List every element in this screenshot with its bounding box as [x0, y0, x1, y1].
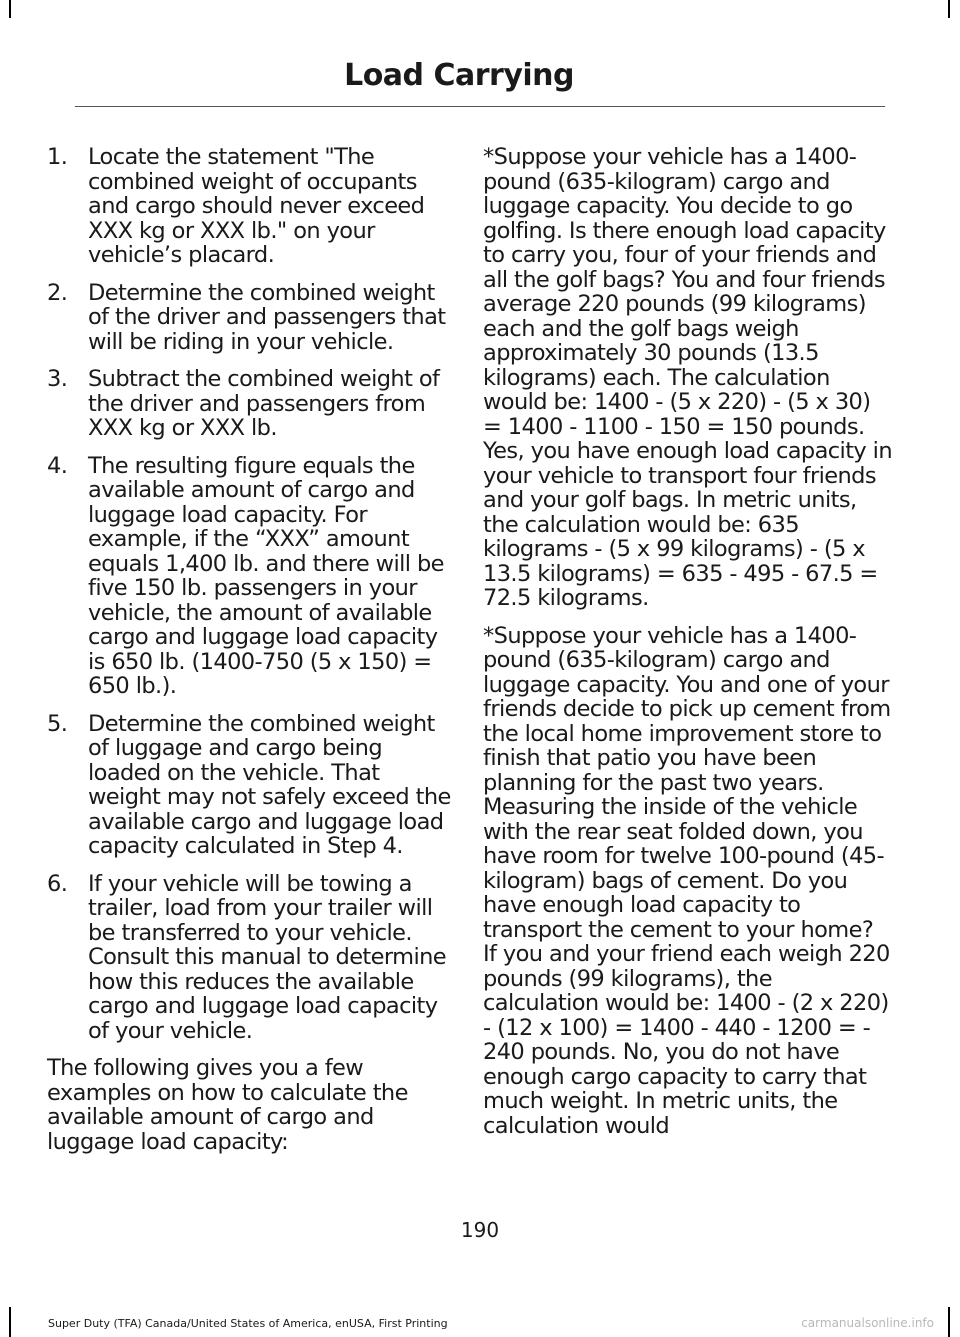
- watermark: carmanualsonline.info: [801, 1316, 934, 1330]
- step-number: 2.: [47, 279, 68, 306]
- crop-mark-top-left: [9, 0, 11, 18]
- step-text: Locate the statement "The combined weight of occupants and cargo should never exceed XXX kg or XXX lb." on your vehicle’s placard.: [88, 144, 425, 268]
- list-item: [47, 145, 455, 268]
- step-text: Determine the combined weight of luggage and cargo being loaded on the vehicle. That weight may not safely exceed the available cargo and luggage load capacity calculated in Step 4.: [88, 710, 451, 859]
- examples-intro-paragraph: The following gives you a few examples on how to calculate the available amount of cargo and luggage load capacity:: [47, 1055, 408, 1155]
- footer-text: Super Duty (TFA) Canada/United States of America, enUSA, First Printing: [48, 1317, 448, 1330]
- list-item: [47, 712, 455, 859]
- crop-mark-bottom-right: [948, 1307, 950, 1337]
- step-number: 5.: [47, 710, 68, 737]
- list-item: [47, 454, 455, 699]
- step-text: Determine the combined weight of the driver and passengers that will be riding in your vehicle.: [88, 279, 446, 355]
- crop-mark-top-right: [948, 0, 950, 18]
- list-item: [47, 367, 455, 441]
- example-golf-paragraph: *Suppose your vehicle has a 1400-pound (635-kilogram) cargo and luggage capacity. You decide to go golfing. Is there enough load capacity to carry you, four of your friends and all the golf bags? You and four friends average 220 pounds (99 kilograms) each and the golf bags weigh approximately 30 pounds (13.5 kilograms) each. The calculation would be: 1400 - (5 x 220) - (5 x 30) = 1400 - 1100 - 150 = 150 pounds. Yes, you have enough load capacity in your vehicle to transport four friends and your golf bags. In metric units, the calculation would be: 635 kilograms - (5 x 99 kilograms) - (5 x 13.5 kilograms) = 635 - 495 - 67.5 = 72.5 kilograms.: [483, 144, 892, 611]
- step-number: 4.: [47, 452, 68, 479]
- right-column: [483, 145, 893, 1151]
- list-item: [47, 872, 455, 1044]
- left-column: [47, 145, 455, 1167]
- step-number: 6.: [47, 870, 68, 897]
- list-item: [47, 281, 455, 355]
- step-text: If your vehicle will be towing a trailer, load from your trailer will be transferred to your vehicle. Consult this manual to determine how this reduces the available cargo and luggage load capacity of your vehicle.: [88, 870, 447, 1044]
- step-text: The resulting figure equals the available amount of cargo and luggage load capacity. For example, if the “XXX” amount equals 1,400 lb. and there will be five 150 lb. passengers in your vehicle, the amount of available cargo and luggage load capacity is 650 lb. (1400-750 (5 x 150) = 650 lb.).: [88, 452, 444, 699]
- step-text: Subtract the combined weight of the driver and passengers from XXX kg or XXX lb.: [88, 366, 440, 441]
- header-divider: [75, 106, 885, 107]
- step-number: 3.: [47, 366, 68, 392]
- steps-list: [47, 145, 455, 1043]
- page-title: Load Carrying: [344, 58, 574, 93]
- step-number: 1.: [47, 144, 68, 170]
- crop-mark-bottom-left: [9, 1307, 11, 1337]
- page-number: 190: [460, 1218, 500, 1242]
- example-cement-paragraph: *Suppose your vehicle has a 1400-pound (635-kilogram) cargo and luggage capacity. You and one of your friends decide to pick up cement from the local home improvement store to finish that patio you have been planning for the past two years. Measuring the inside of the vehicle with the rear seat folded down, you have room for twelve 100-pound (45-kilogram) bags of cement. Do you have enough load capacity to transport the cement to your home? If you and your friend each weigh 220 pounds (99 kilograms), the calculation would be: 1400 - (2 x 220) - (12 x 100) = 1400 - 440 - 1200 = - 240 pounds. No, you do not have enough cargo capacity to carry that much weight. In metric units, the calculation would: [483, 622, 891, 1139]
